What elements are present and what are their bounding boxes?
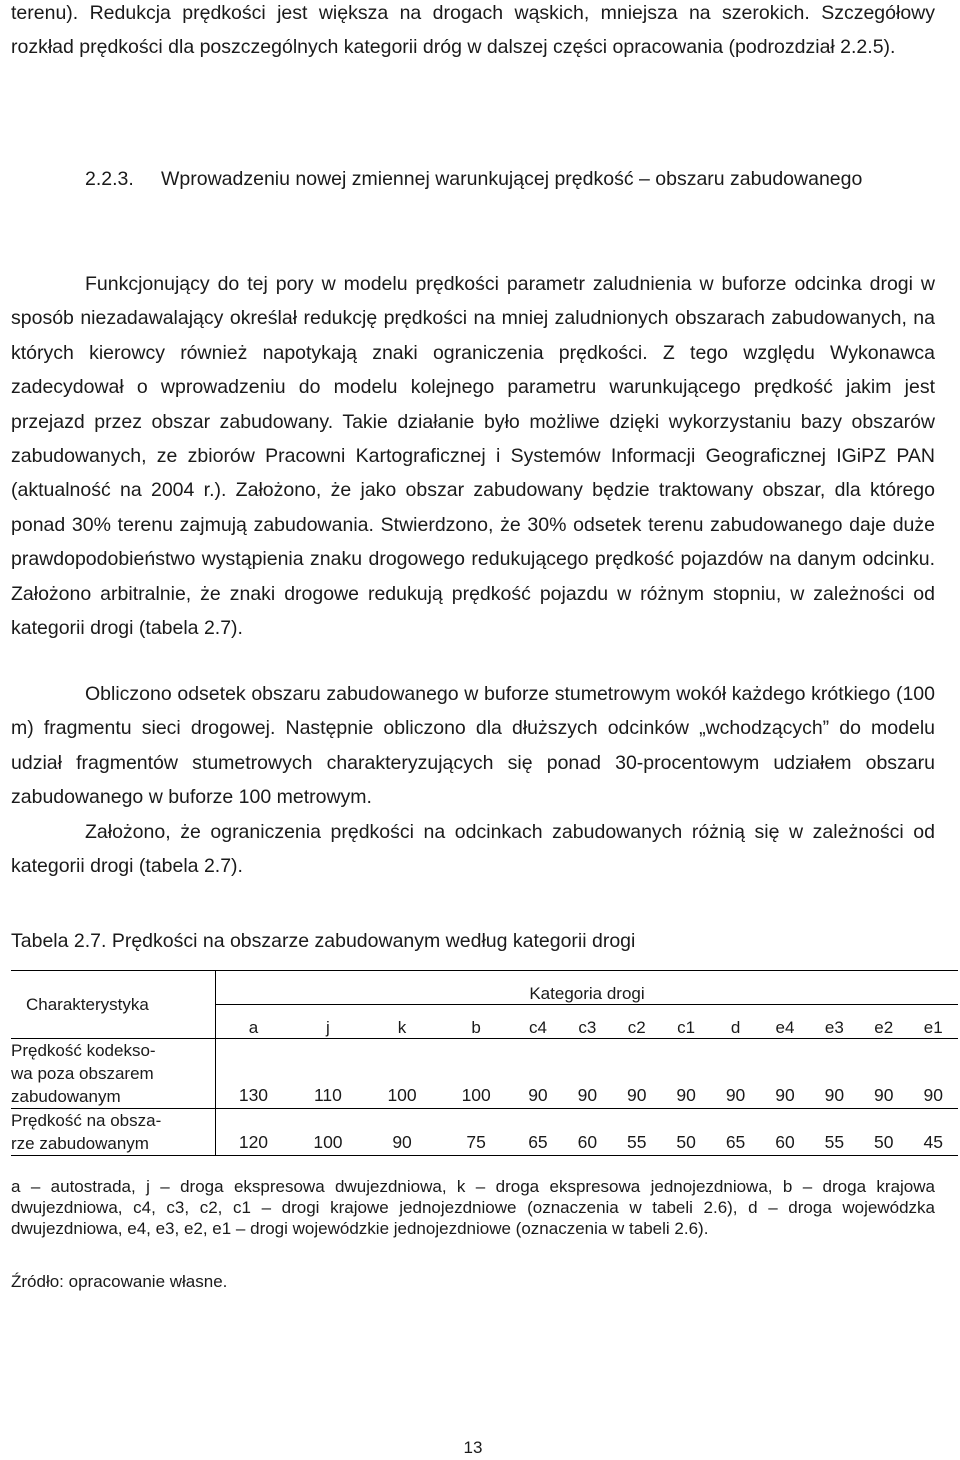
category-cell: c1 — [677, 1018, 696, 1037]
table-cell: 120 — [216, 1109, 291, 1156]
category-cell: c3 — [578, 1018, 597, 1037]
table-cell: 90 — [612, 1039, 661, 1109]
section-number: 2.2.3. — [85, 168, 134, 190]
header-category-group: Kategoria drogi — [216, 971, 959, 1005]
category-cell: a — [248, 1018, 259, 1037]
category-cell: c4 — [528, 1018, 547, 1037]
row-label-line: rze zabudowanym — [11, 1134, 149, 1153]
category-cell: k — [397, 1018, 407, 1037]
row-label-line: zabudowanym — [11, 1087, 121, 1106]
table-cell: 50 — [661, 1109, 710, 1156]
table-cell: 50 — [859, 1109, 908, 1156]
table-cell: 60 — [760, 1109, 809, 1156]
table-cell: 90 — [760, 1039, 809, 1109]
row-label-line: Prędkość kodekso- — [11, 1041, 156, 1060]
table-cell: 90 — [365, 1109, 439, 1156]
table-cell: 90 — [711, 1039, 760, 1109]
table-cell: 110 — [291, 1039, 365, 1109]
table-cell: 90 — [513, 1039, 562, 1109]
category-cell: d — [730, 1018, 741, 1037]
category-cell: e1 — [923, 1018, 943, 1037]
category-cell: j — [326, 1018, 330, 1037]
category-cell: e4 — [775, 1018, 795, 1037]
table-cell: 130 — [216, 1039, 291, 1109]
page-number: 13 — [463, 1438, 483, 1457]
table-cell: 90 — [810, 1039, 859, 1109]
row-label-line: wa poza obszarem — [11, 1064, 154, 1083]
table-cell: 45 — [908, 1109, 958, 1156]
section-title: Wprowadzeniu nowej zmiennej warunkującej prędkość – obszaru zabudowanego — [161, 168, 863, 190]
table-cell: 65 — [513, 1109, 562, 1156]
category-cell: b — [471, 1018, 481, 1037]
row-label — [11, 1109, 216, 1156]
table-header-row — [11, 971, 958, 1005]
table-cell: 75 — [439, 1109, 513, 1156]
table-row — [11, 1109, 958, 1156]
section-heading — [85, 162, 935, 196]
table-row — [11, 1039, 958, 1109]
intro-paragraph: terenu). Redukcja prędkości jest większa na drogach wąskich, mniejsza na szerokich. Szczegółowy rozkład prędkości dla poszczególnych kategorii dróg w dalszej części opracowania (podrozdział 2.2.5). — [11, 2, 935, 59]
table-cell: 65 — [711, 1109, 760, 1156]
body-paragraph-2: Obliczono odsetek obszaru zabudowanego w buforze stumetrowym wokół każdego krótkiego (100 m) fragmentu sieci drogowej. Następnie obliczono dla dłuższych odcinków „wchodzących” do modelu udział fragmentów stumetrowych charakteryzujących się ponad 30-procentowym udziałem obszaru zabudowanego w buforze 100 metrowym. — [11, 683, 935, 809]
table-cell: 100 — [439, 1039, 513, 1109]
table-cell: 100 — [291, 1109, 365, 1156]
table-cell: 60 — [563, 1109, 612, 1156]
row-label — [11, 1039, 216, 1109]
body-paragraph-3: Założono, że ograniczenia prędkości na odcinkach zabudowanych różnią się w zależności od kategorii drogi (tabela 2.7). — [11, 821, 935, 878]
source-note: Źródło: opracowanie własne. — [11, 1272, 228, 1291]
table-cell: 55 — [612, 1109, 661, 1156]
table-cell: 90 — [661, 1039, 710, 1109]
table-cell: 100 — [365, 1039, 439, 1109]
category-cell: e2 — [874, 1018, 894, 1037]
table-cell: 90 — [859, 1039, 908, 1109]
table-cell: 90 — [563, 1039, 612, 1109]
category-cell: c2 — [627, 1018, 646, 1037]
speed-table — [11, 970, 958, 1156]
document-page — [11, 0, 943, 1457]
table-cell: 90 — [908, 1039, 958, 1109]
table-caption: Tabela 2.7. Prędkości na obszarze zabudowanym według kategorii drogi — [11, 930, 636, 952]
row-label-line: Prędkość na obsza- — [11, 1111, 162, 1130]
header-characteristic: Charakterystyka — [11, 971, 216, 1039]
body-paragraph-1: Funkcjonujący do tej pory w modelu prędkości parametr zaludnienia w buforze odcinka drogi w sposób niezadawalający określał redukcję prędkości na mniej zaludnionych obszarach zabudowanych, na których kierowcy również napotykają znaki ograniczenia prędkości. Z tego względu Wykonawca zadecydował o wprowadzeniu do modelu kolejnego parametru warunkującego prędkość jakim jest przejazd przez obszar zabudowany. Takie działanie było możliwe dzięki wykorzystaniu bazy obszarów zabudowanych, ze zbiorów Pracowni Kartograficznej i Systemów Informacji Geograficznej IGiPZ PAN (aktualność na 2004 r.). Założono, że jako obszar zabudowany będzie traktowany obszar, dla którego ponad 30% terenu zajmują zabudowania. Stwierdzono, że 30% odsetek terenu zabudowanego daje duże prawdopodobieństwo wystąpienia znaku drogowego redukującego prędkość pojazdów na danym odcinku. Założono arbitralnie, że znaki drogowe redukują prędkość pojazdu w różnym stopniu, w zależności od kategorii drogi (tabela 2.7). — [11, 273, 935, 640]
table-legend-note: a – autostrada, j – droga ekspresowa dwujezdniowa, k – droga ekspresowa jednojezdniowa, b – droga krajowa dwujezdniowa, c4, c3, c2, c1 – drogi krajowe jednojezdniowe (oznaczenia w tabeli 2.6), d – droga wojewódzka dwujezdniowa, e4, e3, e2, e1 – drogi wojewódzkie jednojezdniowe (oznaczenia w tabeli 2.6). — [11, 1177, 935, 1238]
table-cell: 55 — [810, 1109, 859, 1156]
category-cell: e3 — [824, 1018, 844, 1037]
